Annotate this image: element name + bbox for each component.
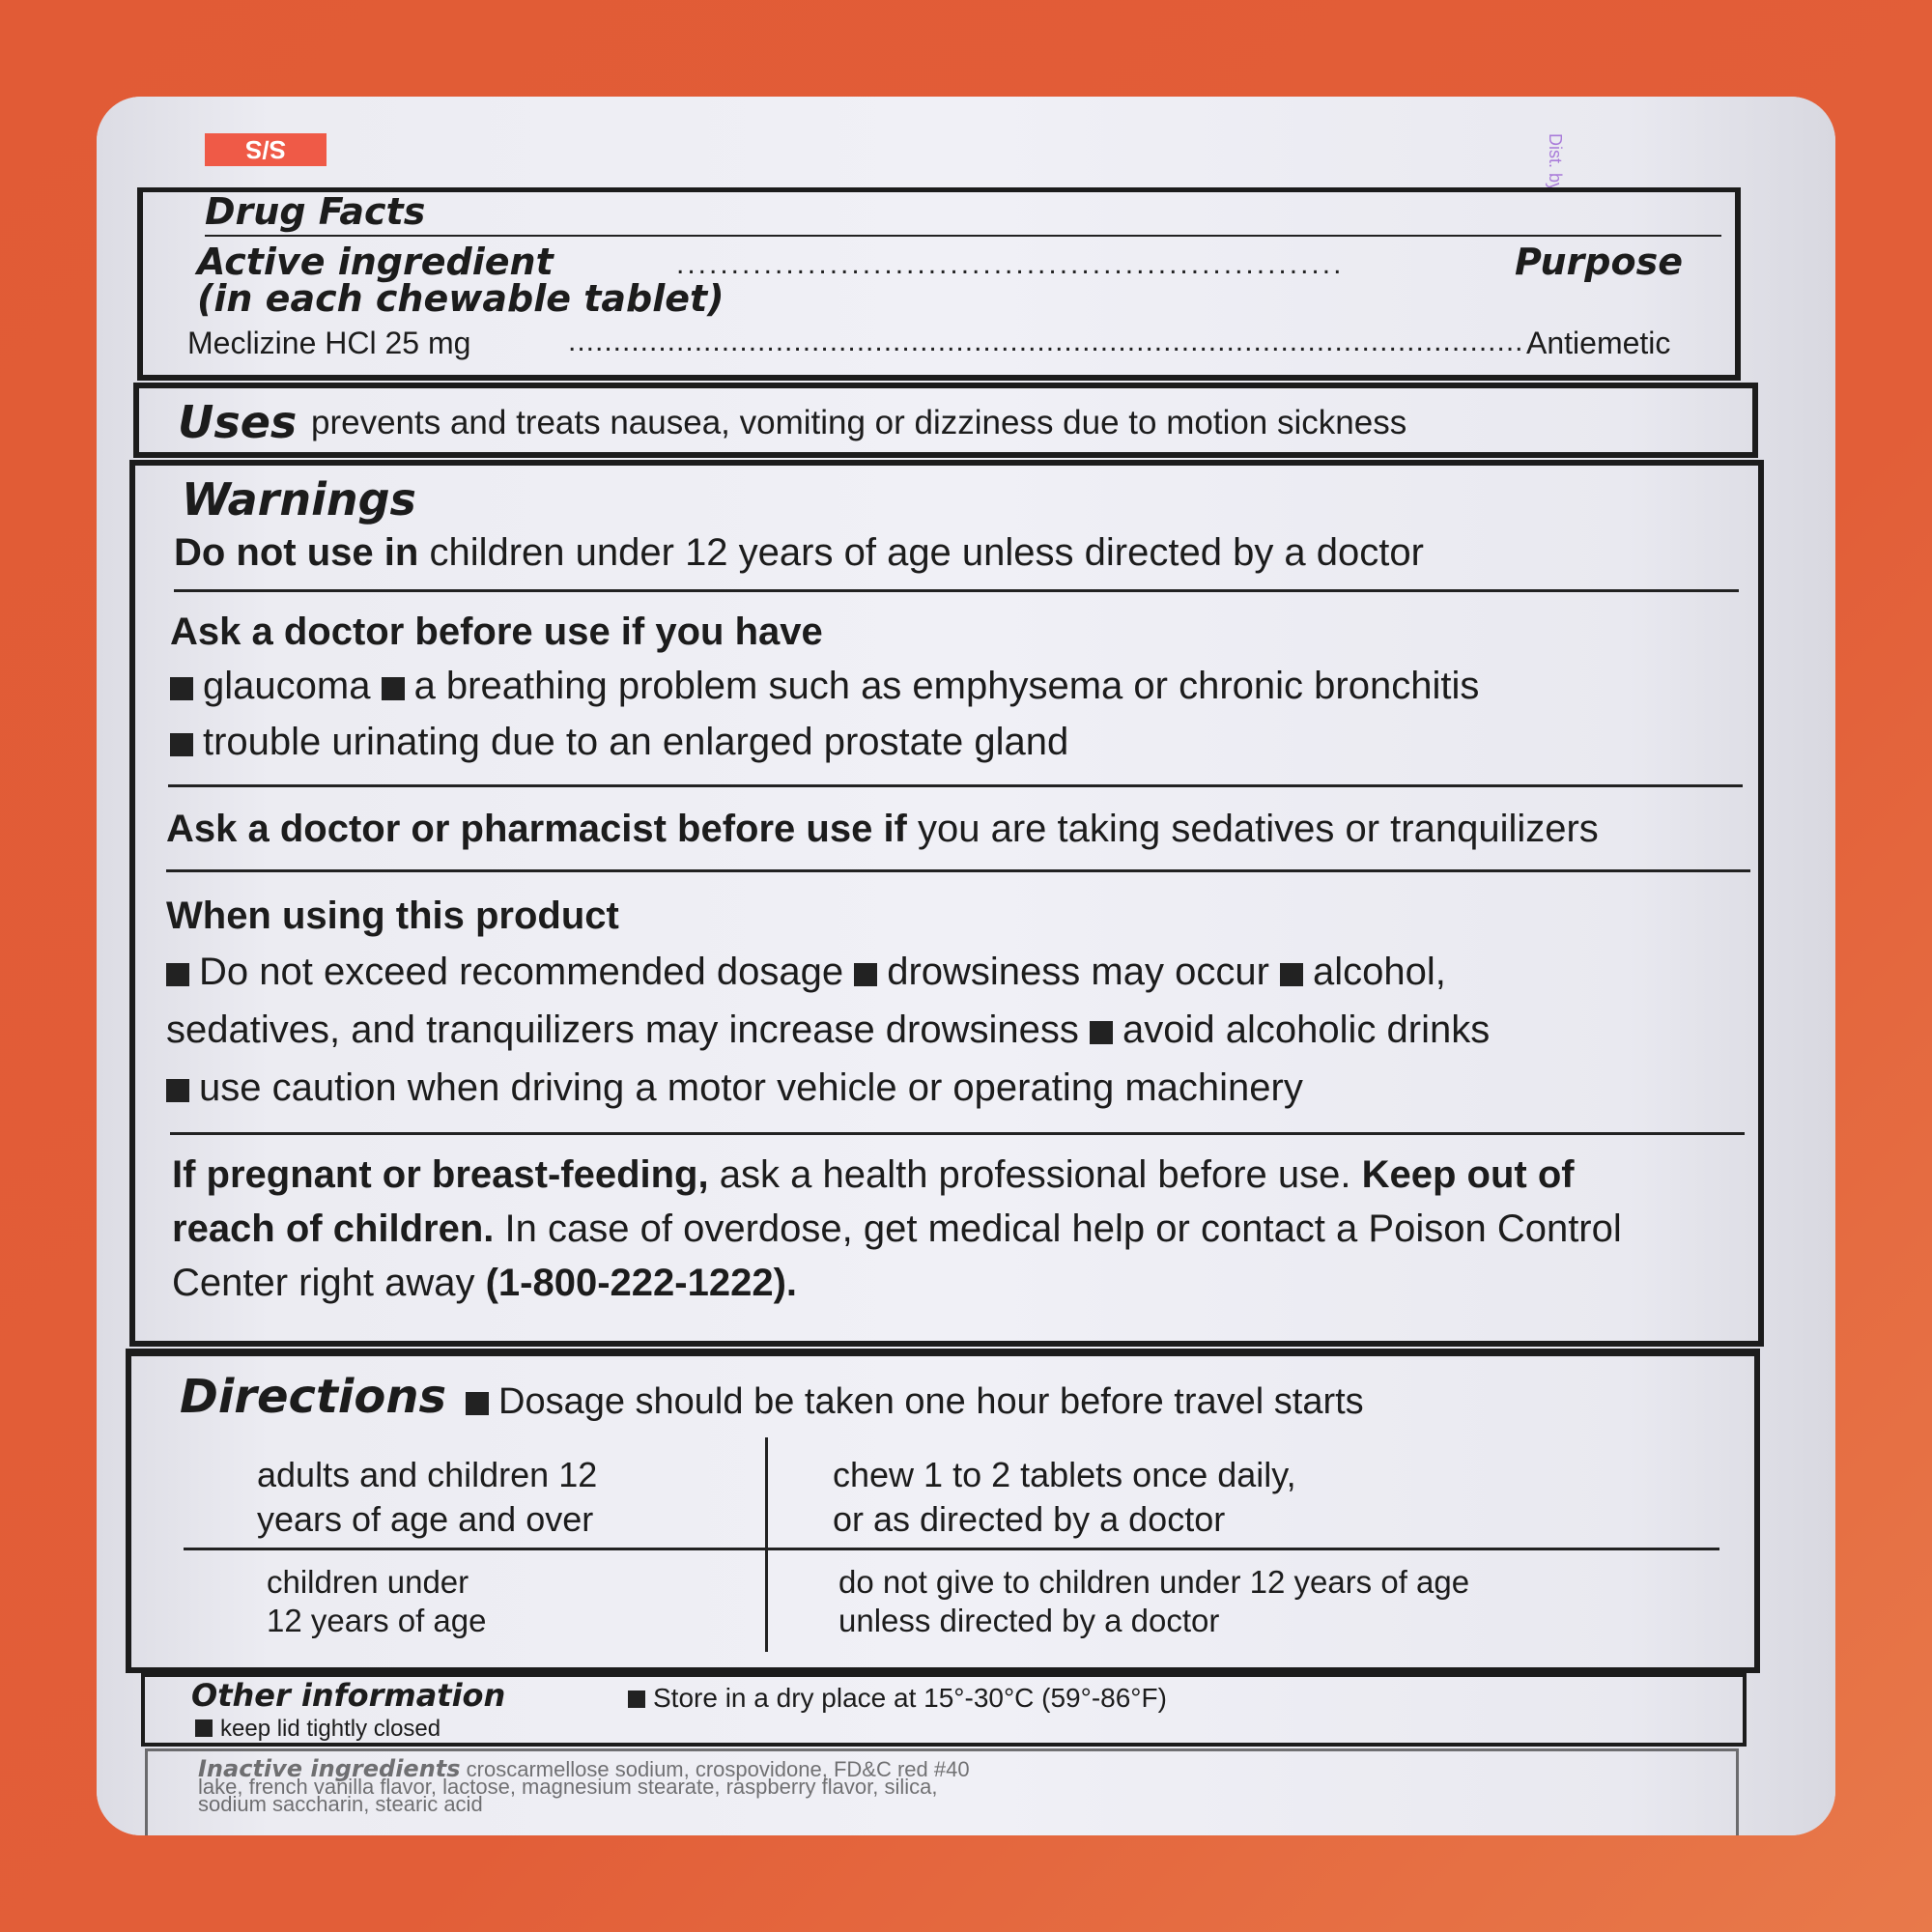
center-text: Center right away	[172, 1262, 475, 1304]
inactive-line-3	[198, 1792, 483, 1817]
bullet-square	[854, 963, 877, 986]
keep-out-bold: Keep out of	[1361, 1153, 1575, 1196]
dir-row-2-who	[267, 1563, 487, 1640]
directions-heading: Directions	[180, 1370, 447, 1424]
active-ingredient-heading: Active ingredient	[197, 241, 554, 283]
bullet-square	[166, 963, 189, 986]
ask-pharmacist	[166, 808, 1599, 851]
drug-facts-box	[137, 187, 1741, 381]
dir-row-2-dose-line-2: unless directed by a doctor	[838, 1603, 1220, 1638]
dir-row-2-who-line-2: 12 years of age	[267, 1603, 487, 1638]
dir-row-1-who-line-1: adults and children 12	[257, 1455, 598, 1494]
ask-doctor-item-2: a breathing problem such as emphysema or chronic bronchitis	[413, 665, 1480, 707]
other-info-item-1	[628, 1683, 1167, 1714]
ask-doctor-line-2	[170, 721, 1068, 764]
purpose-dots: .............................................................	[676, 248, 1345, 280]
poison-control-phone: (1-800-222-1222).	[485, 1262, 798, 1304]
bullet-square	[166, 1079, 189, 1102]
warnings-rule-4	[170, 1132, 1745, 1135]
do-not-use-bold: Do not use in	[174, 531, 419, 574]
uses-heading: Uses	[178, 396, 298, 448]
inactive-text-2: lake, french vanilla flavor, lactose, magnesium stearate, raspberry flavor, silica,	[198, 1775, 938, 1799]
when-using-heading: When using this product	[166, 895, 619, 937]
bullet-square	[382, 677, 405, 700]
when-using-item-1: Do not exceed recommended dosage	[199, 951, 844, 993]
pregnant-line	[172, 1153, 1575, 1197]
dir-row-1-dose	[833, 1453, 1296, 1542]
do-not-use	[174, 531, 1424, 575]
bullet-square	[170, 733, 193, 756]
pregnant-bold: If pregnant or breast-feeding,	[172, 1153, 709, 1196]
do-not-use-text: children under 12 years of age unless directed by a doctor	[429, 531, 1424, 574]
other-info-item-1-text: Store in a dry place at 15°-30°C (59°-86°F)	[653, 1683, 1167, 1713]
dir-row-2-who-line-1: children under	[267, 1564, 469, 1600]
warnings-rule-2	[168, 784, 1743, 787]
bullet-square	[170, 677, 193, 700]
drug-facts-label	[97, 97, 1835, 1835]
ingredient-dots: ..........................................................................................................	[568, 326, 1524, 357]
when-using-item-5: use caution when driving a motor vehicle or operating machinery	[199, 1066, 1303, 1109]
other-info-item-2-text: keep lid tightly closed	[220, 1716, 441, 1742]
dir-row-2-dose	[838, 1563, 1469, 1640]
pregnant-text: ask a health professional before use.	[719, 1153, 1351, 1196]
warnings-rule-3	[166, 869, 1750, 872]
other-info-item-2	[195, 1716, 440, 1743]
active-ingredient-sub: (in each chewable tablet)	[197, 277, 724, 320]
warnings-heading: Warnings	[182, 473, 416, 526]
bullet-square	[1280, 963, 1303, 986]
directions-note	[466, 1381, 1364, 1423]
warnings-box	[129, 460, 1764, 1347]
uses-box	[133, 383, 1758, 458]
purpose-heading: Purpose	[1515, 241, 1683, 283]
when-using-item-2: drowsiness may occur	[887, 951, 1269, 993]
directions-note-text: Dosage should be taken one hour before travel starts	[498, 1381, 1364, 1422]
center-line	[172, 1262, 797, 1305]
title-rule	[205, 235, 1721, 237]
ask-pharmacist-text: you are taking sedatives or tranquilizers	[918, 808, 1599, 850]
ingredient-purpose: Antiemetic	[1526, 326, 1671, 360]
product-photo-card	[97, 97, 1835, 1835]
ask-doctor-line-1	[170, 665, 1479, 708]
dir-row-2-dose-line-1: do not give to children under 12 years of age	[838, 1564, 1470, 1600]
dir-row-1-dose-line-2: or as directed by a doctor	[833, 1499, 1226, 1539]
bullet-square	[466, 1392, 489, 1415]
label-tab: S/S	[205, 133, 327, 166]
warnings-rule-1	[174, 589, 1739, 592]
inactive-heading: Inactive ingredients	[198, 1755, 461, 1782]
drug-facts-title: Drug Facts	[205, 190, 426, 233]
uses-text: prevents and treats nausea, vomiting or dizziness due to motion sickness	[311, 404, 1407, 441]
overdose-line	[172, 1208, 1622, 1251]
bullet-square	[195, 1719, 213, 1737]
ask-doctor-heading: Ask a doctor before use if you have	[170, 611, 823, 653]
when-using-item-3: alcohol,	[1313, 951, 1446, 993]
ask-doctor-item-1: glaucoma	[203, 665, 371, 707]
directions-box	[126, 1349, 1760, 1673]
overdose-text: In case of overdose, get medical help or contact a Poison Control	[504, 1208, 1622, 1250]
inactive-text-1: croscarmellose sodium, crospovidone, FD&C red #40	[466, 1757, 970, 1781]
dir-row-1-who	[257, 1453, 597, 1542]
ask-pharmacist-bold: Ask a doctor or pharmacist before use if	[166, 808, 907, 850]
dir-row-1-who-line-2: years of age and over	[257, 1499, 594, 1539]
other-info-box	[141, 1673, 1747, 1747]
keep-out-bold-cont: reach of children.	[172, 1208, 495, 1250]
inactive-text-3: sodium saccharin, stearic acid	[198, 1792, 483, 1816]
bullet-square	[628, 1690, 645, 1708]
when-using-line-1	[166, 951, 1446, 994]
when-using-line-3	[166, 1066, 1303, 1110]
when-using-item-4: avoid alcoholic drinks	[1122, 1009, 1491, 1051]
inactive-ingredients-box	[145, 1748, 1739, 1835]
other-info-heading: Other information	[191, 1677, 506, 1714]
directions-table-divider	[765, 1437, 768, 1652]
bullet-square	[1090, 1021, 1113, 1044]
ingredient-name: Meclizine HCl 25 mg	[187, 326, 471, 360]
when-using-line-2	[166, 1009, 1490, 1052]
ask-doctor-item-3: trouble urinating due to an enlarged prostate gland	[203, 721, 1069, 763]
dir-row-1-dose-line-1: chew 1 to 2 tablets once daily,	[833, 1455, 1296, 1494]
directions-table-rule	[184, 1548, 1719, 1550]
when-using-item-3-cont: sedatives, and tranquilizers may increase drowsiness	[166, 1009, 1079, 1051]
side-print: Dist. by	[1546, 133, 1565, 192]
